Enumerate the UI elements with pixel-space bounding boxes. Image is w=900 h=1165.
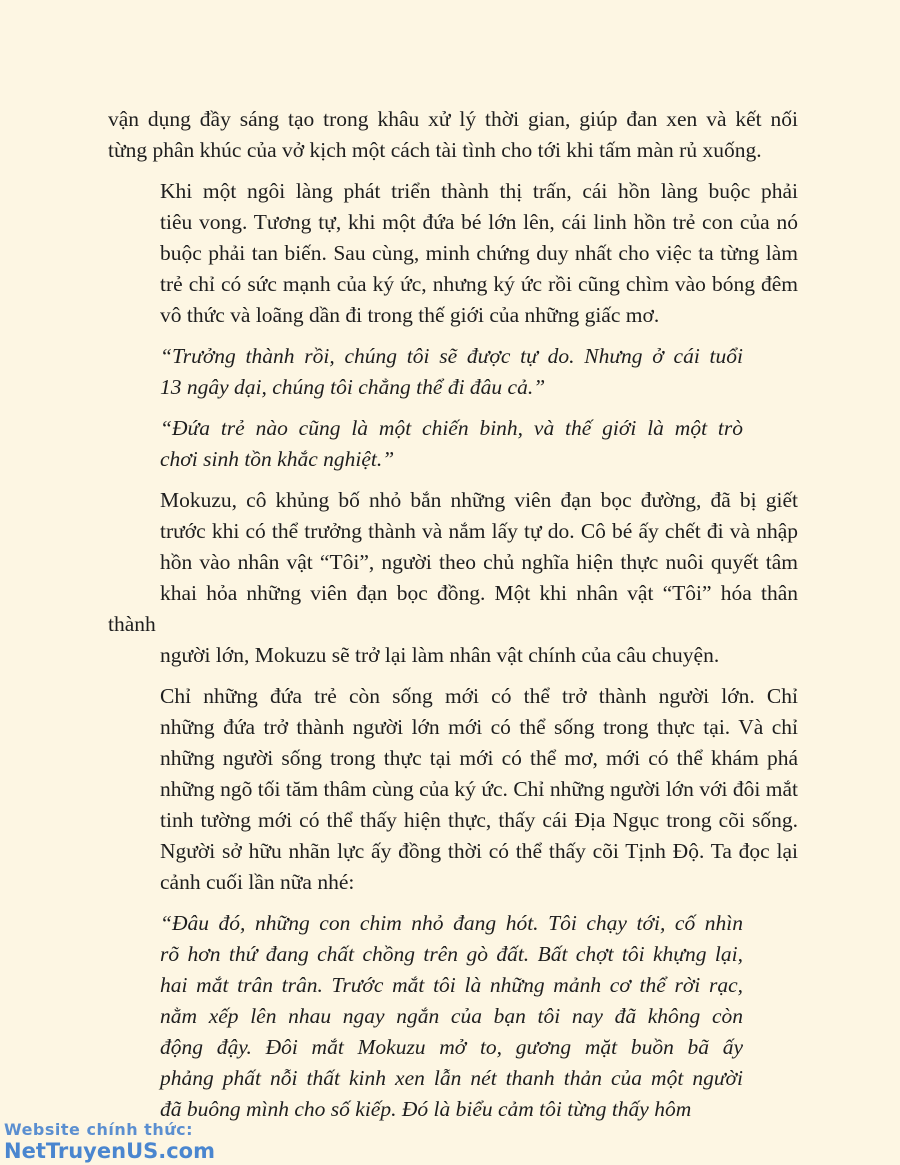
body-paragraph [108,681,798,898]
text-line: người lớn, Mokuzu sẽ trở lại làm nhân vật chính của câu chuyện. [160,643,720,667]
text-line: trước khi có thể trưởng thành và nắm lấy tự do. Cô bé ấy chết đi và nhập [160,519,798,543]
text-line: Người sở hữu nhãn lực ấy đồng thời có thể thấy cõi Tịnh Độ. Ta đọc lại [160,839,798,863]
text-line: vô thức và loãng dần đi trong thế giới của những giấc mơ. [160,303,660,327]
text-line: 13 ngây dại, chúng tôi chẳng thể đi đâu cả.” [160,375,546,399]
text-line: tiêu vong. Tương tự, khi một đứa bé lớn lên, cái linh hồn trẻ con của nó [160,210,798,234]
text-line: trẻ chỉ có sức mạnh của ký ức, nhưng ký ức rồi cũng chìm vào bóng đêm [160,272,798,296]
text-line: “Đâu đó, những con chim nhỏ đang hót. Tôi chạy tới, cố nhìn [160,911,743,935]
body-paragraph [108,104,798,166]
watermark-label: Website chính thức: [4,1120,193,1139]
text-line: phảng phất nỗi thất kinh xen lẫn nét thanh thản của một người [160,1066,743,1090]
text-line: nằm xếp lên nhau ngay ngắn của bạn tôi nay đã không còn [160,1004,743,1028]
text-line: động đậy. Đôi mắt Mokuzu mở to, gương mặt buồn bã ấy [160,1035,743,1059]
body-paragraph [108,176,798,331]
watermark [4,1120,215,1163]
text-line: những đứa trở thành người lớn mới có thể sống trong thực tại. Và chỉ [160,715,798,739]
text-line: hai mắt trân trân. Trước mắt tôi là những mảnh cơ thể rời rạc, [160,973,743,997]
text-line: rõ hơn thứ đang chất chồng trên gò đất. Bất chợt tôi khựng lại, [160,942,743,966]
text-line: “Trưởng thành rồi, chúng tôi sẽ được tự do. Nhưng ở cái tuổi [160,344,743,368]
watermark-site-link[interactable]: NetTruyenUS.com [4,1139,215,1163]
text-line: hồn vào nhân vật “Tôi”, người theo chủ nghĩa hiện thực nuôi quyết tâm [160,550,798,574]
text-line: “Đứa trẻ nào cũng là một chiến binh, và thế giới là một trò [160,416,743,440]
text-line: buộc phải tan biến. Sau cùng, minh chứng duy nhất cho việc ta từng làm [160,241,798,265]
text-line: khai hỏa những viên đạn bọc đồng. Một khi nhân vật “Tôi” hóa thân thành [108,581,798,636]
text-line: chơi sinh tồn khắc nghiệt.” [160,447,395,471]
body-paragraph [108,485,798,671]
text-line: đã buông mình cho số kiếp. Đó là biểu cảm tôi từng thấy hôm [160,1097,692,1121]
text-line: từng phân khúc của vở kịch một cách tài tình cho tới khi tấm màn rủ xuống. [108,138,762,162]
quote-block [160,413,743,475]
text-line: vận dụng đầy sáng tạo trong khâu xử lý thời gian, giúp đan xen và kết nối [108,107,798,131]
text-line: tinh tường mới có thể thấy hiện thực, thấy cái Địa Ngục trong cõi sống. [160,808,798,832]
text-line: cảnh cuối lần nữa nhé: [160,870,355,894]
quote-block [160,341,743,403]
document-page [108,104,798,1135]
text-line: Khi một ngôi làng phát triển thành thị trấn, cái hồn làng buộc phải [160,179,798,203]
text-line: những người sống trong thực tại mới có thể mơ, mới có thể khám phá [160,746,798,770]
text-line: Mokuzu, cô khủng bố nhỏ bắn những viên đạn bọc đường, đã bị giết [160,488,798,512]
text-line: Chỉ những đứa trẻ còn sống mới có thể trở thành người lớn. Chỉ [160,684,798,708]
quote-block [160,908,743,1125]
text-line: những ngõ tối tăm thâm cùng của ký ức. Chỉ những người lớn với đôi mắt [160,777,798,801]
